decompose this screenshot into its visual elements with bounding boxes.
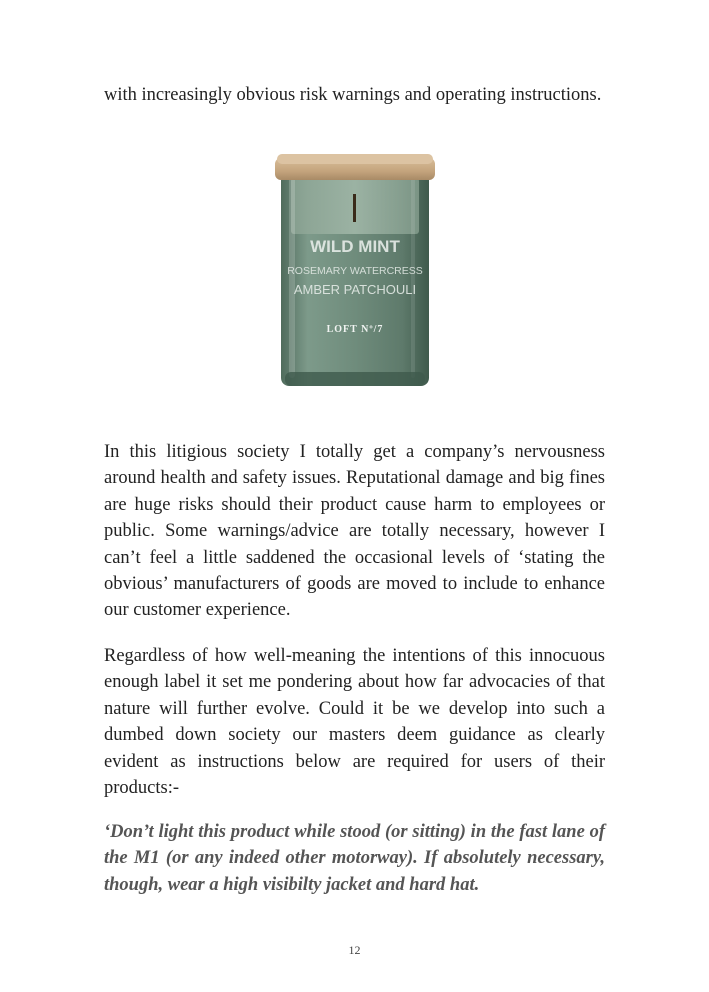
quote-warning: ‘Don’t light this product while stood (or sitting) in the fast lane of the M1 (or any indeed other motorway). If absolutely necessary, though, wear a high visibilty jacket and hard hat. <box>104 822 605 895</box>
candle-photo <box>275 150 435 394</box>
candle-brand-logo: LOFT Nº/7 <box>326 324 384 335</box>
paragraph-intro: with increasingly obvious risk warnings and operating instructions. <box>104 85 602 105</box>
candle-label-line2: ROSEMARY WATERCRESS <box>287 265 423 277</box>
page-number: 12 <box>348 943 361 957</box>
candle-jar-illustration <box>275 150 435 394</box>
candle-wick <box>353 194 356 222</box>
paragraph-regardless: Regardless of how well-meaning the intentions of this innocuous enough label it set me pondering about how far advocacies of that nature will further evolve. Could it be we develop into such a dumbed down society our masters deem guidance as clearly evident as instructions below are required for users of their products:- <box>104 646 605 799</box>
paragraph-litigious-society: In this litigious society I totally get a company’s nervousness around health and safety issues. Reputational damage and big fines are huge risks should their product cause harm to employees or public. Some warnings/advice are totally necessary, however I can’t feel a little saddened the occasional levels of ‘stating the obvious’ manufacturers of goods are moved to include to enhance our customer experience. <box>104 442 605 621</box>
candle-label-line1: WILD MINT <box>310 237 400 256</box>
candle-label-line3: AMBER PATCHOULI <box>293 282 417 297</box>
jar-lid-top <box>277 154 433 164</box>
